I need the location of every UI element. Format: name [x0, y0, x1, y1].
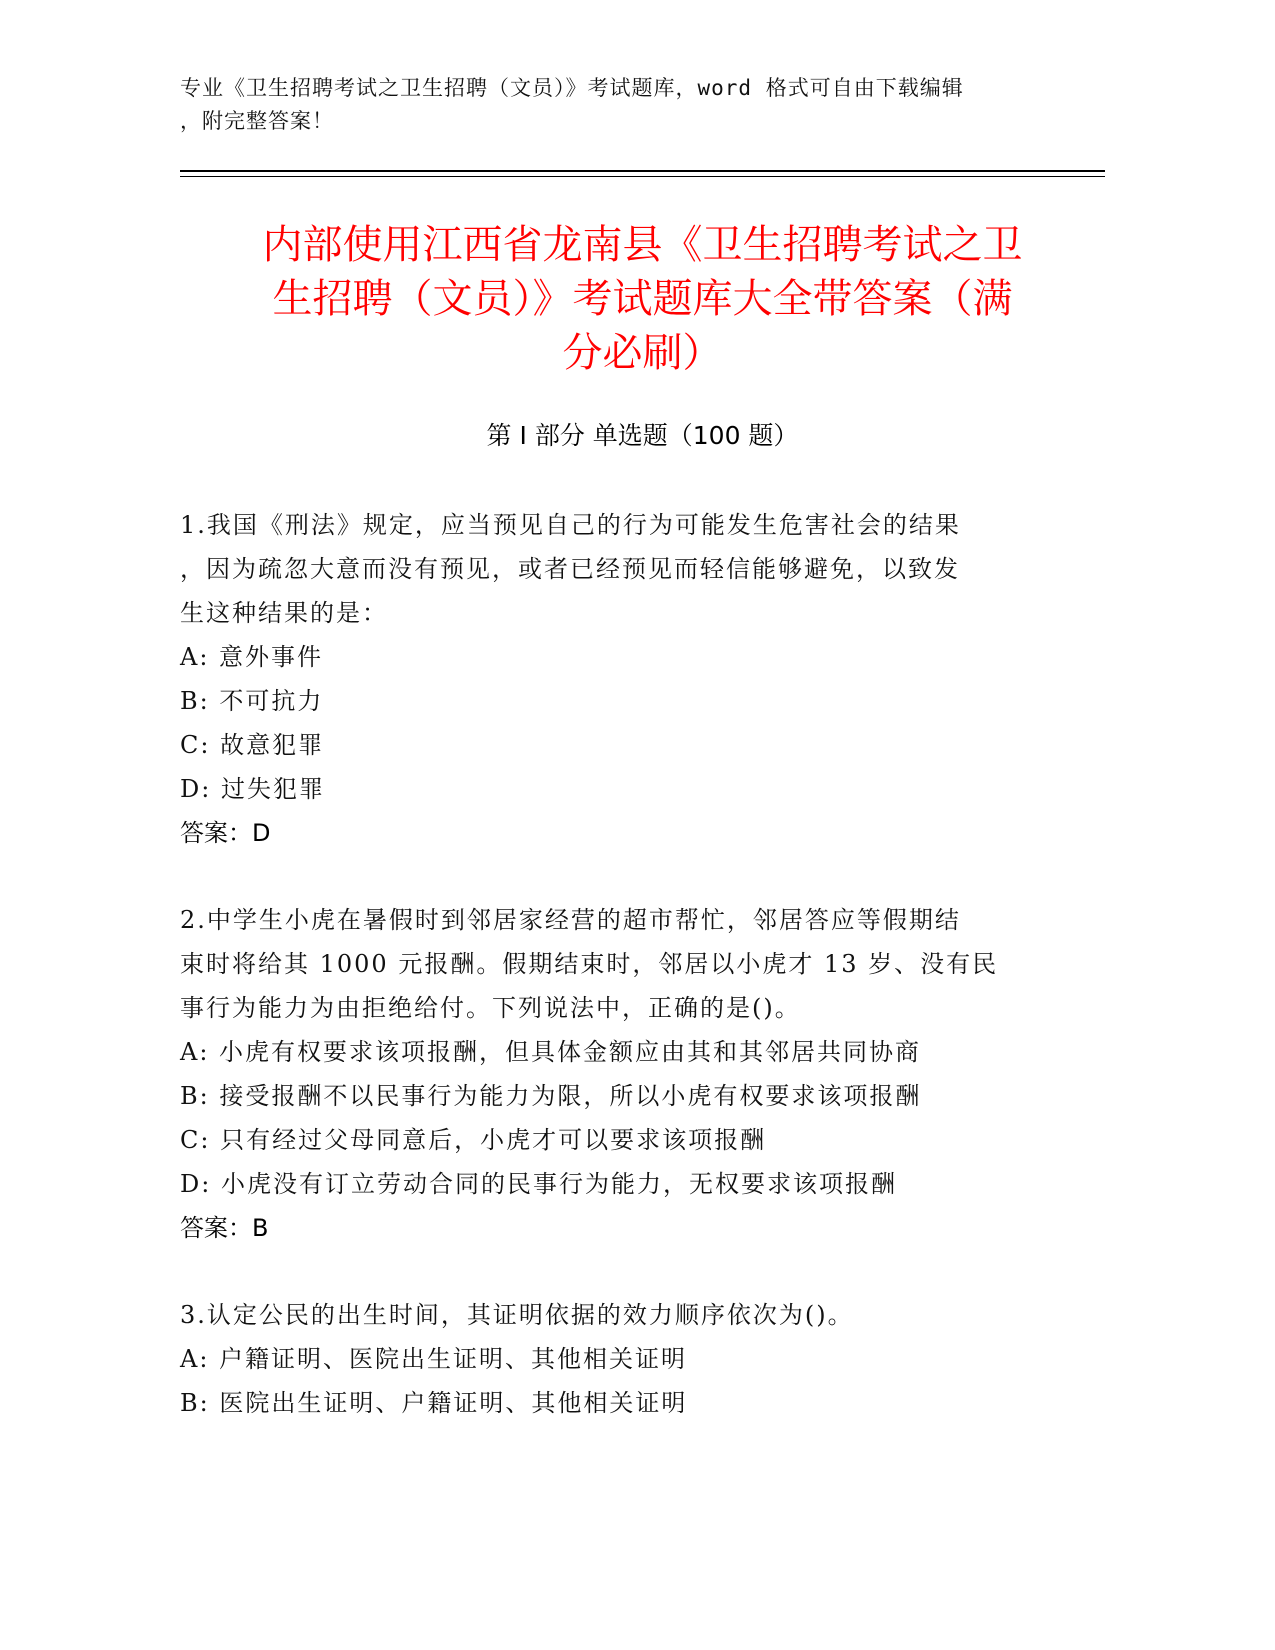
option-b: B: 不可抗力 — [180, 687, 324, 715]
title-line: 内部使用江西省龙南县《卫生招聘考试之卫 — [262, 222, 1023, 268]
question-text-line: 3.认定公民的出生时间，其证明依据的效力顺序依次为()。 — [180, 1301, 854, 1329]
question-3 — [180, 1293, 1040, 1425]
answer: 答案：D — [180, 819, 271, 847]
option-c: C: 只有经过父母同意后，小虎才可以要求该项报酬 — [180, 1126, 767, 1154]
header-note — [180, 72, 1040, 138]
document-title — [180, 218, 1105, 380]
option-d: D: 小虎没有订立劳动合同的民事行为能力，无权要求该项报酬 — [180, 1170, 897, 1198]
question-text-line: ，因为疏忽大意而没有预见，或者已经预见而轻信能够避免，以致发 — [180, 555, 960, 583]
header-note-line: 专业《卫生招聘考试之卫生招聘（文员）》考试题库，word 格式可自由下载编辑 — [180, 76, 964, 100]
question-text-line: 2.中学生小虎在暑假时到邻居家经营的超市帮忙，邻居答应等假期结 — [180, 906, 961, 934]
question-text-line: 1.我国《刑法》规定，应当预见自己的行为可能发生危害社会的结果 — [180, 511, 961, 539]
option-d: D: 过失犯罪 — [180, 775, 325, 803]
option-a: A: 小虎有权要求该项报酬，但具体金额应由其和其邻居共同协商 — [180, 1038, 922, 1066]
question-list — [180, 503, 1040, 1468]
question-text-line: 束时将给其 1000 元报酬。假期结束时，邻居以小虎才 13 岁、没有民 — [180, 950, 999, 978]
section-title: 第 I 部分 单选题（100 题） — [486, 421, 799, 450]
header-divider-thick — [180, 170, 1105, 172]
option-a: A: 意外事件 — [180, 643, 324, 671]
option-a: A: 户籍证明、医院出生证明、其他相关证明 — [180, 1345, 688, 1373]
question-text-line: 事行为能力为由拒绝给付。下列说法中，正确的是()。 — [180, 994, 801, 1022]
question-text-line: 生这种结果的是： — [180, 599, 388, 627]
option-c: C: 故意犯罪 — [180, 731, 325, 759]
question-1 — [180, 503, 1040, 855]
answer: 答案：B — [180, 1214, 269, 1242]
title-line: 分必刷） — [562, 330, 723, 376]
option-b: B: 医院出生证明、户籍证明、其他相关证明 — [180, 1389, 688, 1417]
header-note-line: ，附完整答案！ — [180, 109, 334, 133]
option-b: B: 接受报酬不以民事行为能力为限，所以小虎有权要求该项报酬 — [180, 1082, 922, 1110]
question-2 — [180, 898, 1040, 1250]
title-line: 生招聘（文员）》考试题库大全带答案（满 — [272, 276, 1013, 322]
header-divider-thin — [180, 176, 1105, 177]
